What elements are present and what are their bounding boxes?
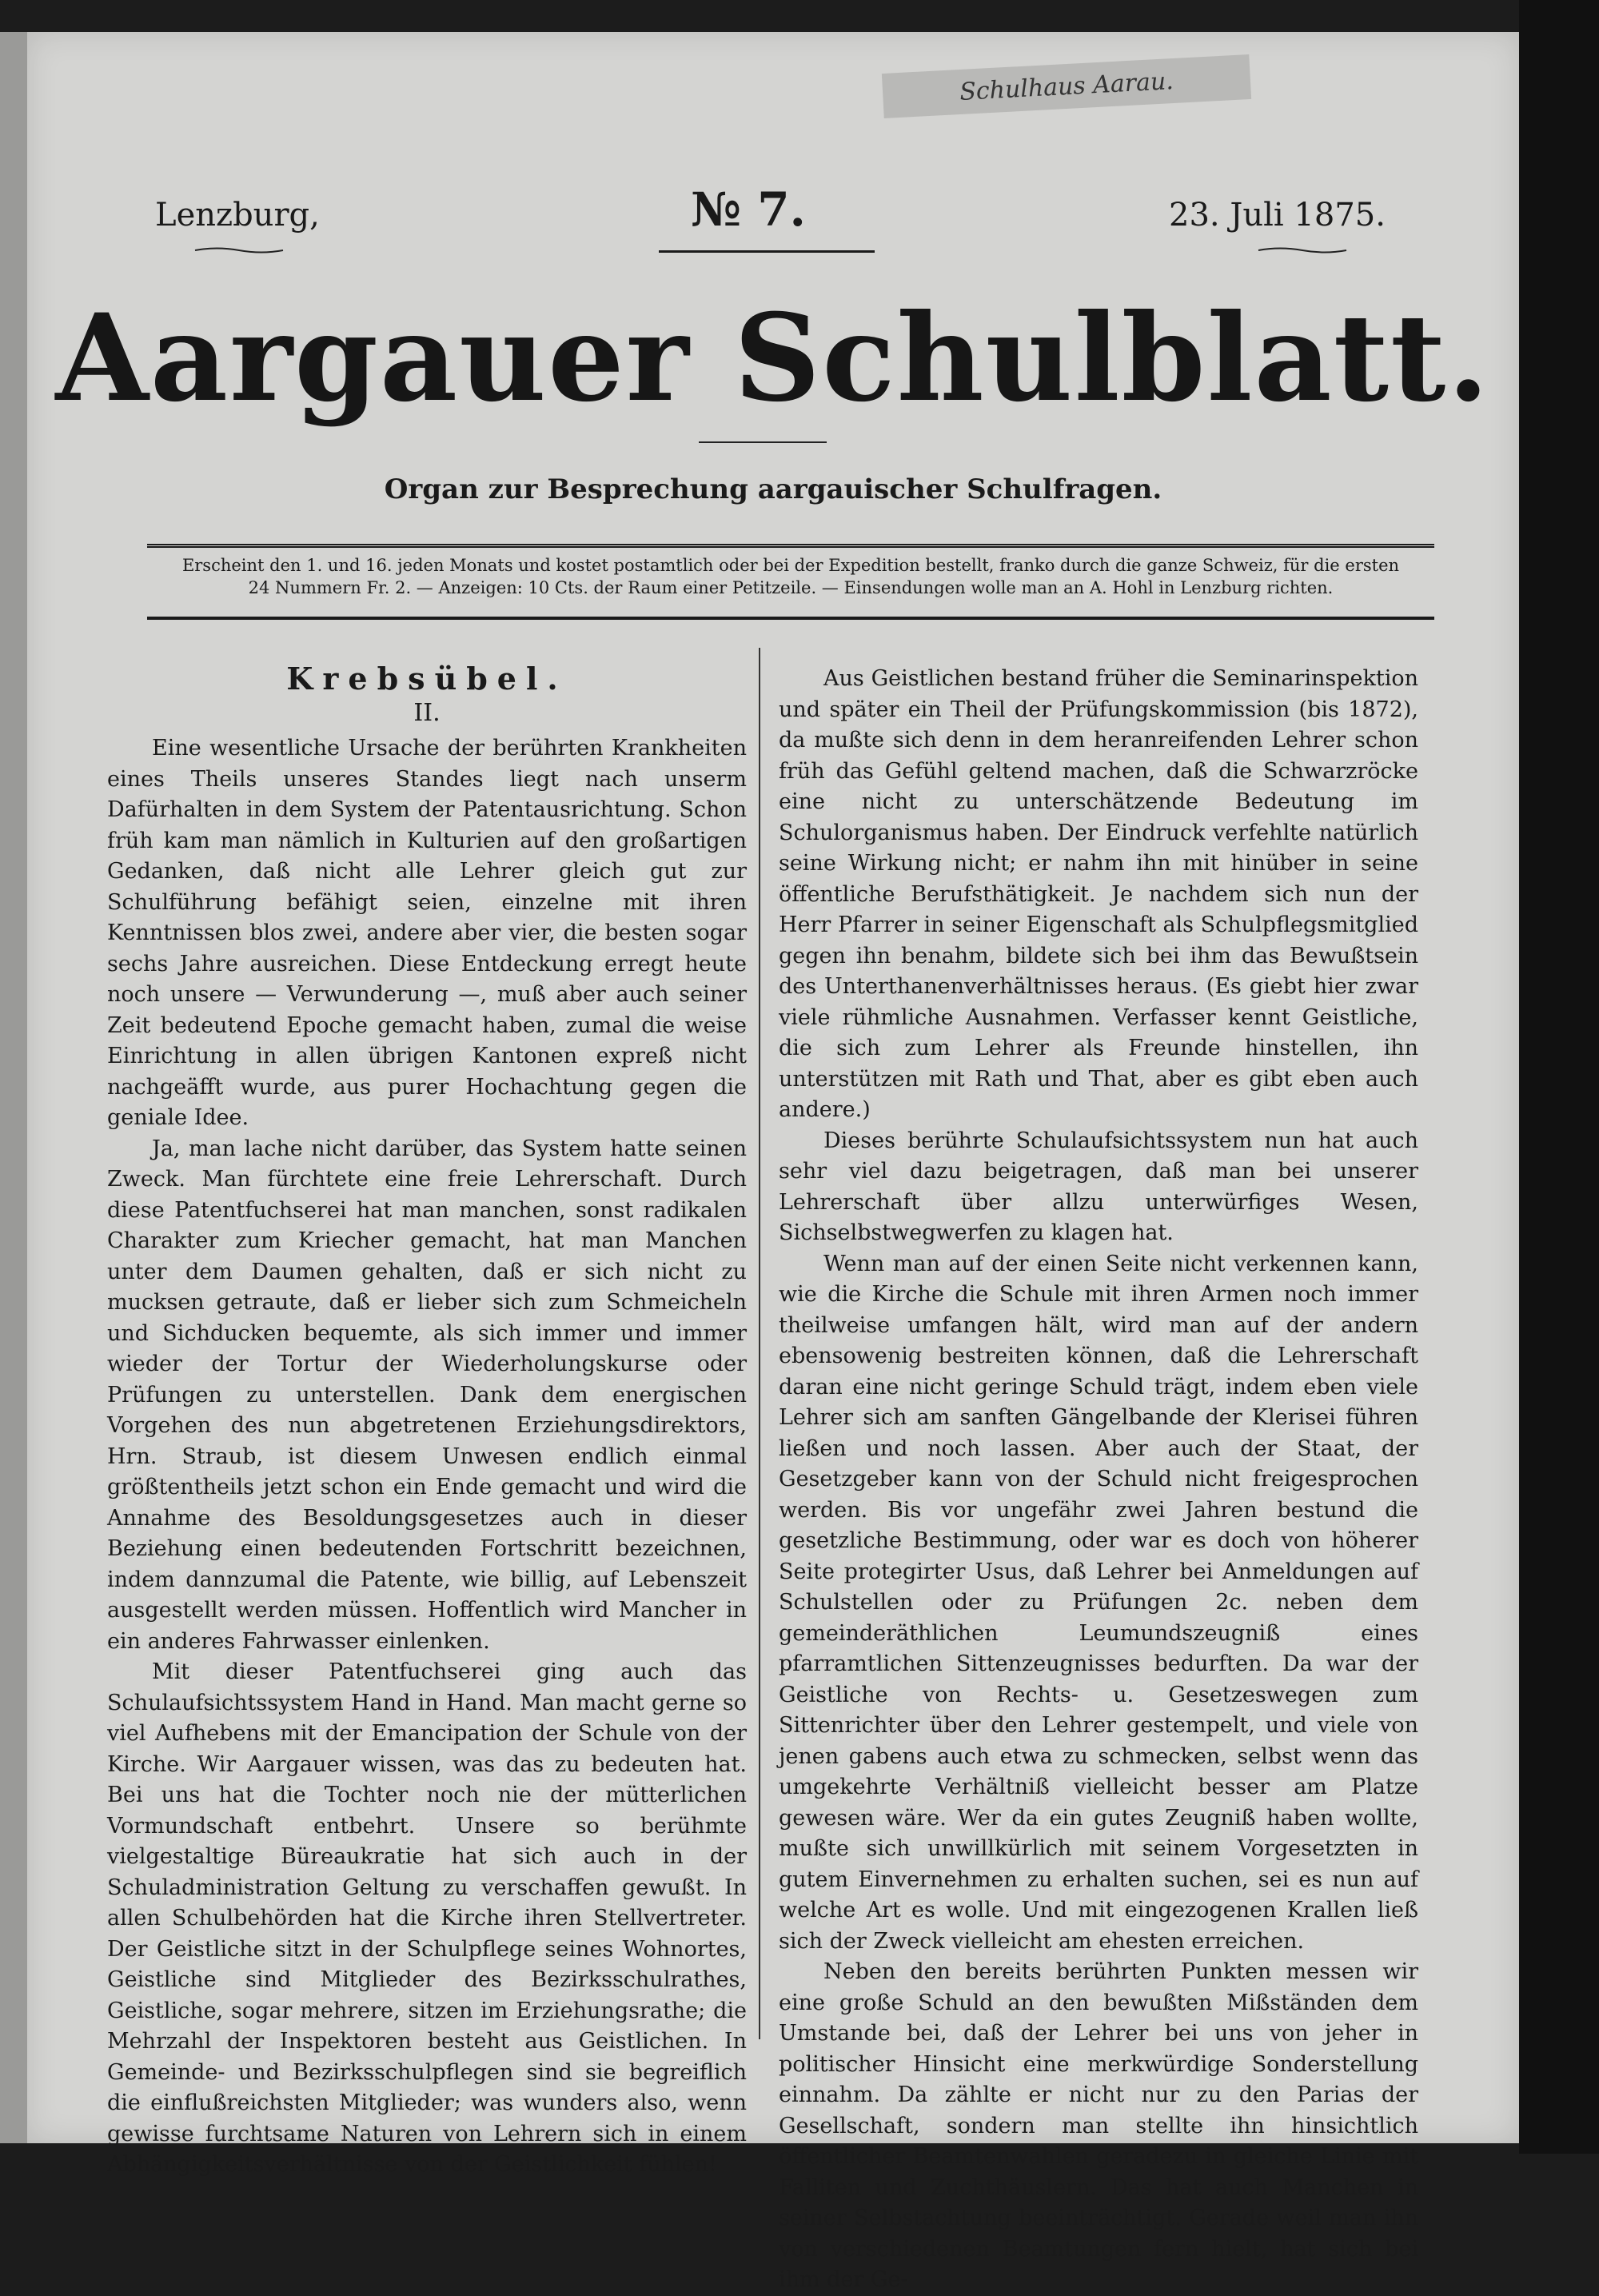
issue-underline (659, 250, 875, 253)
library-stamp: Schulhaus Aarau. (882, 54, 1251, 118)
paragraph: Neben den bereits berührten Punkten messen wir eine große Schuld an den bewußten Mißständen dem Umstande bei, daß der Lehrer bei uns von jeher in politischer Hinsicht eine merkwürdige Sonderstellung einnahm. Da zählte er nicht nur zu den Parias der Gesellschaft, sondern man stellte ihn hinsichtlich öffentlicher Beamtenwahlen geradezu in gleiche Linie mit Falliten und Zuchthäuslern. Das hat auch Manchen in seiner Selbstachtung beeinträchtigt. Gerade weil man ihn von verschiedenen Beamtungen fern hielt, hat sich bei ihm der Ge- (779, 1959, 1418, 2292)
left-column (107, 661, 747, 2181)
masthead-rule (699, 441, 827, 443)
paragraph: Mit dieser Patentfuchserei ging auch das Schulaufsichtssystem Hand in Hand. Man macht gerne so viel Aufhebens mit der Emancipation der Schule von der Kirche. Wir Aargauer wissen, was das zu bedeuten hat. Bei uns hat die Tochter noch nie der mütterlichen Vormundschaft entbehrt. Unsere so berühmte vielgestaltige Büreaukratie hat sich auch in der Schuladministration Geltung zu verschaffen gewußt. In allen Schulbehörden hat die Kirche ihren Stellvertreter. Der Geistliche sitzt in der Schulpflege seines Wohnortes, Geistliche sind Mitglieder des Bezirksschulrathes, Geistliche, sogar mehrere, sitzen im Erziehungsrathe; die Mehrzahl der Inspektoren besteht aus Geistlichen. In Gemeinde- und Bezirksschulpflegen sind sie begreiflich die einflußreichsten Mitglieder; was wunders also, wenn gewisse furchtsame Naturen von Lehrern sich in einem Abhängigkeitsverhältnisse von der Geistlichkeit fühlen! (107, 1659, 747, 2177)
paragraph: Eine wesentliche Ursache der berührten Krankheiten eines Theils unseres Standes liegt nach unserm Dafürhalten in dem System der Patentausrichtung. Schon früh kam man nämlich in Kulturien auf den großartigen Gedanken, daß nicht alle Lehrer gleich gut zur Schulführung befähigt seien, einzelne mit ihren Kenntnissen blos zwei, andere aber vier, die besten sogar sechs Jahre ausreichen. Diese Entdeckung erregt heute noch unsere — Verwunderung —, muß aber auch seiner Zeit bedeutend Epoche gemacht haben, zumal die weise Einrichtung in allen übrigen Kantonen expreß nicht nachgeäfft wurde, aus purer Hochachtung gegen die geniale Idee. (107, 736, 747, 1130)
paragraph: Wenn man auf der einen Seite nicht verkennen kann, wie die Kirche die Schule mit ihren Armen noch immer theilweise umfangen hält, wird man auf der andern ebensowenig bestreiten können, daß die Lehrerschaft daran eine nicht geringe Schuld trägt, indem eben viele Lehrer sich am sanften Gängelbande der Klerisei führen ließen und noch lassen. Aber auch der Staat, der Gesetzgeber kann von der Schuld nicht freigesprochen werden. Bis vor ungefähr zwei Jahren bestund die gesetzliche Bestimmung, oder war es doch von höherer Seite protegirter Usus, daß Lehrer bei Anmeldungen auf Schulstellen oder zu Prüfungen 2c. neben dem gemeinderäthlichen Leumundszeugniß eines pfarramtlichen Sittenzeugnisses bedurften. Da war der Geistliche von Rechts- u. Gesetzeswegen zum Sittenrichter über den Lehrer gestempelt, und viele von jenen gabens auch etwa zu schmecken, selbst wenn das umgekehrte Verhältniß vielleicht besser am Platze gewesen wäre. Wer da ein gutes Zeugniß haben wollte, mußte sich unwillkürlich mit seinem Vorgesetzten in gutem Einvernehmen zu erhalten suchen, sei es nun auf welche Art es wolle. Und mit eingezogenen Krallen ließ sich der Zweck vielleicht am ehesten erreichen. (779, 1251, 1418, 1954)
paragraph: Aus Geistlichen bestand früher die Seminarinspektion und später ein Theil der Prüfungskommission (bis 1872), da mußte sich denn in dem heranreifenden Lehrer schon früh das Gefühl geltend machen, daß die Schwarzröcke eine nicht zu unterschätzende Bedeutung im Schulorganismus haben. Der Eindruck verfehlte natürlich seine Wirkung nicht; er nahm ihn mit hinüber in seine öffentliche Berufsthätigkeit. Je nachdem sich nun der Herr Pfarrer in seiner Eigenschaft als Schulpflegsmitglied gegen ihn benahm, bildete sich bei ihm das Bewußtsein des Unterthanenverhältnisses heraus. (Es giebt hier zwar viele rühmliche Ausnahmen. Verfasser kennt Geistliche, die sich zum Lehrer als Freunde hinstellen, ihn unterstützen mit Rath und That, aber es gibt eben auch andere.) (779, 666, 1418, 1122)
page-right-edge (1519, 0, 1599, 2154)
date-ornament-icon (1258, 246, 1346, 254)
right-column (779, 664, 1418, 2296)
place-ornament-icon (195, 246, 283, 254)
page-left-edge (0, 32, 27, 2143)
paragraph: Dieses berührte Schulaufsichtssystem nun hat auch sehr viel dazu beigetragen, daß man bei unserer Lehrerschaft über allzu unterwürfiges Wesen, Sichselbstwegwerfen zu klagen hat. (779, 1128, 1418, 1245)
subscription-info (147, 544, 1434, 620)
article-part-number: II. (413, 698, 441, 727)
issue-number: № 7. (691, 182, 806, 237)
header-row (27, 174, 1519, 246)
subscription-info-line-1: Erscheint den 1. und 16. jeden Monats und kostet postamtlich oder bei der Expedition bestellt, franko durch die ganze Schweiz, für die ersten (181, 556, 1400, 575)
publication-place: Lenzburg, (155, 197, 320, 234)
issue-date: 23. Juli 1875. (1169, 197, 1386, 234)
paragraph: Ja, man lache nicht darüber, das System hatte seinen Zweck. Man fürchtete eine freie Lehrerschaft. Durch diese Patentfuchserei hat man manchen, sonst radikalen Charakter zum Kriecher gemacht, hat man Manchen unter dem Daumen gehalten, daß er sich nicht zu mucksen getraute, daß er lieber sich zum Schmeicheln und Sichducken bequemte, als sich immer und immer wieder der Tortur der Wiederholungskurse oder Prüfungen zu unterstellen. Dank dem energischen Vorgehen des nun abgetretenen Erziehungsdirektors, Hrn. Straub, ist diesem Unwesen endlich einmal größtentheils jetzt schon ein Ende gemacht und wird die Annahme des Besoldungsgesetzes auch in dieser Beziehung einen bedeutenden Fortschritt bezeichnen, indem dannzumal die Patente, wie billig, auf Lebenszeit ausgestellt werden müssen. Hoffentlich wird Mancher in ein anderes Fahrwasser einlenken. (107, 1136, 747, 1654)
subscription-info-line-2: 24 Nummern Fr. 2. — Anzeigen: 10 Cts. der Raum einer Petitzeile. — Einsendungen wolle man an A. Hohl in Lenzburg richten. (248, 578, 1334, 597)
article-title: Krebsübel. (286, 661, 568, 697)
column-divider (759, 648, 760, 2039)
masthead-title: Aargauer Schulblatt. (55, 288, 1491, 429)
masthead-subtitle: Organ zur Besprechung aargauischer Schulfragen. (384, 473, 1162, 505)
newspaper-page (27, 32, 1519, 2292)
